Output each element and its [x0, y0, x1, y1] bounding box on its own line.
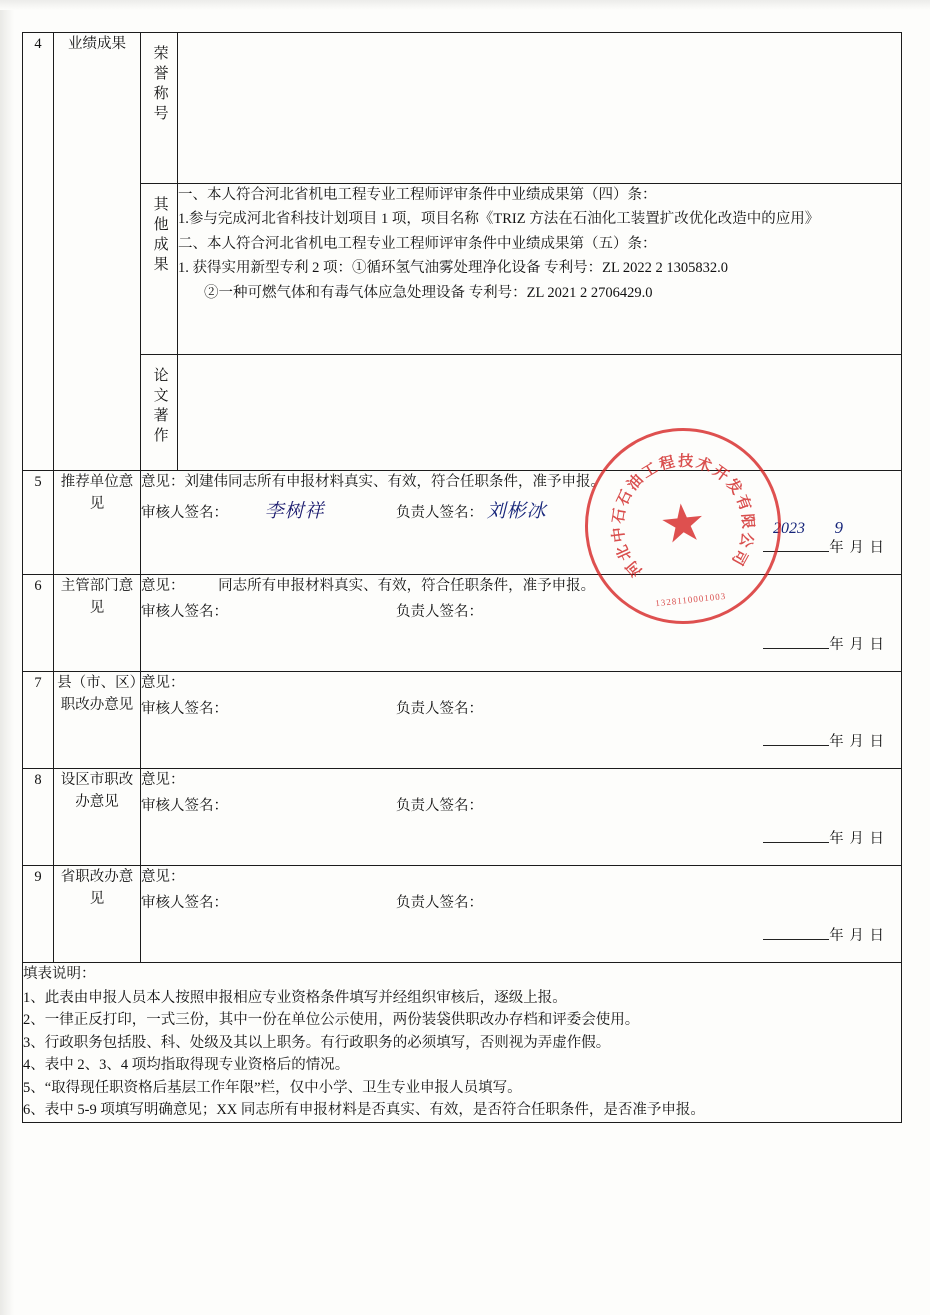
county-opinion-cell[interactable] — [141, 671, 902, 768]
table-row-county — [23, 671, 902, 768]
paper-edge-left — [0, 0, 14, 1315]
row-number-8: 8 — [23, 768, 54, 865]
row-category-recommend: 推荐单位意见 — [54, 471, 141, 575]
paper-edge-top — [0, 0, 930, 10]
note-item-5: 5、“取得现任职资格后基层工作年限”栏，仅中小学、卫生专业申报人员填写。 — [23, 1079, 522, 1096]
seal-star-icon: ★ — [656, 493, 710, 556]
county-reviewer-label: 审核人签名： — [141, 701, 228, 718]
recommend-date-suffix: 年 月 日 — [829, 539, 885, 556]
achievement-line-4: 1. 获得实用新型专利 2 项：①循环氢气油雾处理净化设备 专利号：ZL 2022 2 1305832.0 — [178, 260, 729, 277]
table-row-achievements-other — [23, 184, 902, 355]
achievement-line-1: 一、本人符合河北省机电工程专业工程师评审条件中业绩成果第（四）条： — [178, 187, 657, 203]
form-notes — [23, 962, 902, 1122]
honor-value-cell[interactable] — [178, 33, 902, 184]
department-opinion-text: 同志所有申报材料真实、有效，符合任职条件，准予申报。 — [218, 577, 596, 594]
county-date-suffix: 年 月 日 — [829, 733, 885, 750]
recommend-date-month-value: 9 — [834, 518, 843, 537]
recommend-opinion-cell[interactable] — [141, 471, 902, 575]
row-category-county: 县（市、区）职改办意见 — [54, 671, 141, 768]
recommend-reviewer-signature: 李树祥 — [264, 501, 325, 523]
row-category-department: 主管部门意见 — [54, 574, 141, 671]
table-row-achievements-honor — [23, 33, 902, 184]
province-date-line — [141, 925, 901, 947]
application-form-table — [22, 32, 902, 1123]
row-number-4: 4 — [23, 33, 54, 471]
note-item-6: 6、表中 5-9 项填写明确意见；XX 同志所有申报材料是否真实、有效，是否符合任职条件，是否准予申报。 — [23, 1102, 705, 1119]
notes-title: 填表说明： — [23, 965, 96, 982]
row-number-6: 6 — [23, 574, 54, 671]
department-opinion-label: 意见： — [141, 577, 185, 594]
department-date-suffix: 年 月 日 — [829, 636, 885, 653]
note-item-3: 3、行政职务包括股、科、处级及其以上职务。有行政职务的必须填写，否则视为弄虚作假。 — [23, 1034, 611, 1051]
subrow-label-other: 其他成果 — [141, 184, 178, 355]
county-date-year-blank[interactable] — [763, 745, 829, 746]
county-signature-line — [141, 698, 901, 720]
row-number-9: 9 — [23, 865, 54, 962]
other-achievements-cell[interactable] — [178, 184, 902, 355]
department-opinion-line — [141, 575, 901, 597]
province-date-year-blank[interactable] — [763, 939, 829, 940]
province-leader-label: 负责人签名： — [396, 895, 483, 912]
province-signature-line — [141, 892, 901, 914]
row-category-achievements: 业绩成果 — [54, 33, 141, 471]
table-row-recommend-unit — [23, 471, 902, 575]
province-opinion-cell[interactable] — [141, 865, 902, 962]
department-leader-label: 负责人签名： — [396, 604, 483, 621]
county-leader-label: 负责人签名： — [396, 701, 483, 718]
subrow-label-honor: 荣誉称号 — [141, 33, 178, 184]
province-opinion-label: 意见： — [141, 868, 185, 885]
row-number-7: 7 — [23, 671, 54, 768]
achievement-line-2: 1.参与完成河北省科技计划项目 1 项，项目名称《TRIZ 方法在石油化工装置扩改优化改造中的应用》 — [178, 211, 820, 228]
subrow-label-papers: 论文著作 — [141, 355, 178, 471]
recommend-date-year-blank[interactable] — [763, 551, 829, 552]
county-opinion-label: 意见： — [141, 674, 185, 691]
table-row-achievements-papers — [23, 355, 902, 471]
city-signature-line — [141, 795, 901, 817]
department-opinion-cell[interactable] — [141, 574, 902, 671]
recommend-reviewer-label: 审核人签名： — [141, 505, 228, 522]
province-date-suffix: 年 月 日 — [829, 927, 885, 944]
table-row-notes — [23, 962, 902, 1122]
recommend-leader-label: 负责人签名： — [396, 505, 483, 522]
row-category-city: 设区市职改办意见 — [54, 768, 141, 865]
row-number-5: 5 — [23, 471, 54, 575]
department-signature-line — [141, 601, 901, 623]
table-row-department — [23, 574, 902, 671]
department-reviewer-label: 审核人签名： — [141, 604, 228, 621]
achievement-line-5: ②一种可燃气体和有毒气体应急处理设备 专利号：ZL 2021 2 2706429.0 — [204, 284, 653, 301]
table-row-province — [23, 865, 902, 962]
province-reviewer-label: 审核人签名： — [141, 895, 228, 912]
recommend-leader-group — [396, 497, 547, 526]
recommend-opinion-label: 意见： — [141, 474, 185, 490]
note-item-4: 4、表中 2、3、4 项均指取得现专业资格后的情况。 — [23, 1057, 350, 1074]
city-date-suffix: 年 月 日 — [829, 830, 885, 847]
seal-code: 1328110001003 — [654, 590, 727, 609]
city-reviewer-label: 审核人签名： — [141, 798, 228, 815]
seal-ring-text: 河 北 中 石 石 油 工 程 技 术 开 发 有 限 公 司 — [610, 453, 756, 579]
row-category-province: 省职改办意见 — [54, 865, 141, 962]
table-row-city — [23, 768, 902, 865]
city-opinion-cell[interactable] — [141, 768, 902, 865]
recommend-opinion-line — [141, 471, 901, 493]
achievement-line-3: 二、本人符合河北省机电工程专业工程师评审条件中业绩成果第（五）条： — [178, 235, 657, 252]
city-date-line — [141, 828, 901, 850]
note-item-2: 2、一律正反打印，一式三份，其中一份在单位公示使用，两份装袋供职改办存档和评委会使用。 — [23, 1012, 640, 1029]
city-date-year-blank[interactable] — [763, 842, 829, 843]
city-opinion-label: 意见： — [141, 771, 185, 788]
county-date-line — [141, 731, 901, 753]
papers-value-cell[interactable] — [178, 355, 902, 471]
note-item-1: 1、此表由申报人员本人按照申报相应专业资格条件填写并经组织审核后，逐级上报。 — [23, 989, 567, 1006]
department-date-year-blank[interactable] — [763, 648, 829, 649]
recommend-opinion-text: 刘建伟同志所有申报材料真实、有效，符合任职条件，准予申报。 — [184, 474, 605, 490]
recommend-date-year-value: 2023 — [773, 520, 805, 537]
department-date-line — [141, 634, 901, 656]
recommend-leader-signature: 刘彬冰 — [486, 501, 547, 523]
city-leader-label: 负责人签名： — [396, 798, 483, 815]
